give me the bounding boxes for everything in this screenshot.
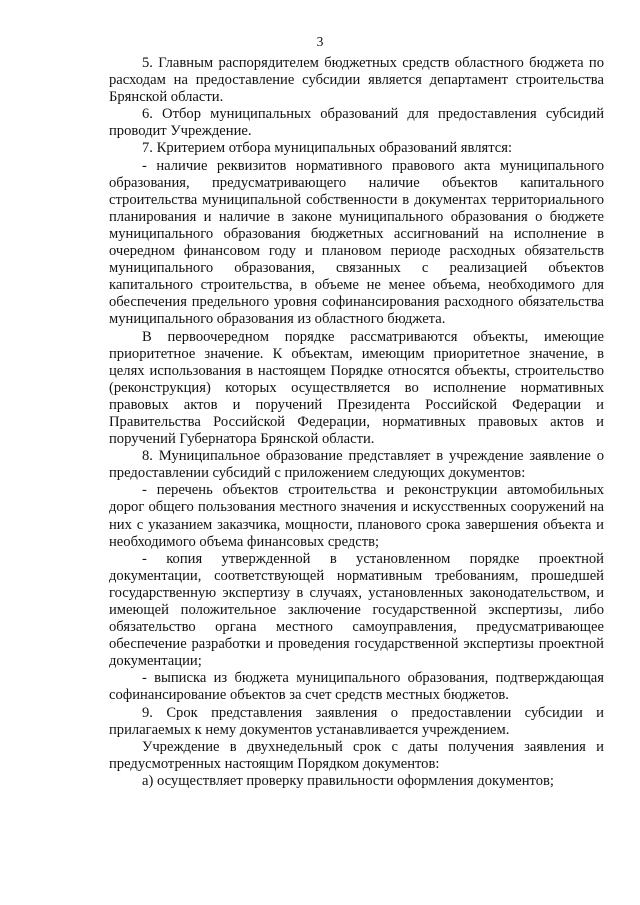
document-list-item: - перечень объектов строительства и реконструкции автомобильных дорог общего пользования местного значения и искусственных сооружений на них с указанием заказчика, мощности, планового срока завершения объекта и необходимого объема финансовых средств; [109,482,604,550]
paragraph-8: 8. Муниципальное образование представляет в учреждение заявление о предоставлении субсидий с приложением следующих документов: [109,448,604,482]
priority-paragraph: В первоочередном порядке рассматриваются объекты, имеющие приоритетное значение. К объектам, имеющим приоритетное значение, в целях использования в настоящем Порядке относятся объекты, строительство (реконструкция) которых осуществляется во исполнение нормативных правовых актов и поручений Президента Российской Федерации и Правительства Российской Федерации, нормативных правовых актов и поручений Губернатора Брянской области. [109,328,604,448]
review-paragraph: Учреждение в двухнедельный срок с даты получения заявления и предусмотренных настоящим Порядком документов: [109,738,604,772]
review-item-a: а) осуществляет проверку правильности оформления документов; [142,772,554,789]
document-body [109,55,604,790]
document-list-item: - выписка из бюджета муниципального образования, подтверждающая софинансирование объектов за счет средств местных бюджетов. [109,670,604,704]
criterion-item: - наличие реквизитов нормативного правового акта муниципального образования, предусматривающего наличие объектов капитального строительства муниципальной собственности в документах территориального планирования и наличие в законе муниципального образования о бюджете муниципального образования бюджетных ассигнований на исполнение в очередном финансовом году и плановом периоде расходных обязательств муниципального образования, связанных с реализацией объектов капитального строительства, в объеме не менее объема, необходимого для обеспечения предельного уровня софинансирования расходного обязательства муниципального образования из областного бюджета. [109,157,604,328]
paragraph-5: 5. Главным распорядителем бюджетных средств областного бюджета по расходам на предоставление субсидии является департамент строительства Брянской области. [109,55,604,106]
paragraph-9: 9. Срок представления заявления о предоставлении субсидии и прилагаемых к нему документов устанавливается учреждением. [109,704,604,738]
paragraph-6: 6. Отбор муниципальных образований для предоставления субсидий проводит Учреждение. [109,106,604,140]
document-list-item: - копия утвержденной в установленном порядке проектной документации, соответствующей нормативным требованиям, прошедшей государственную экспертизу в случаях, установленных законодательством, и имеющей положительное заключение государственной экспертизы, либо обязательство органа местного самоуправления, предусматривающее обеспечение разработки и проведения государственной экспертизы проектной документации; [109,550,604,670]
paragraph-7: 7. Критерием отбора муниципальных образований являтся: [142,140,513,157]
page-number: 3 [316,34,324,49]
